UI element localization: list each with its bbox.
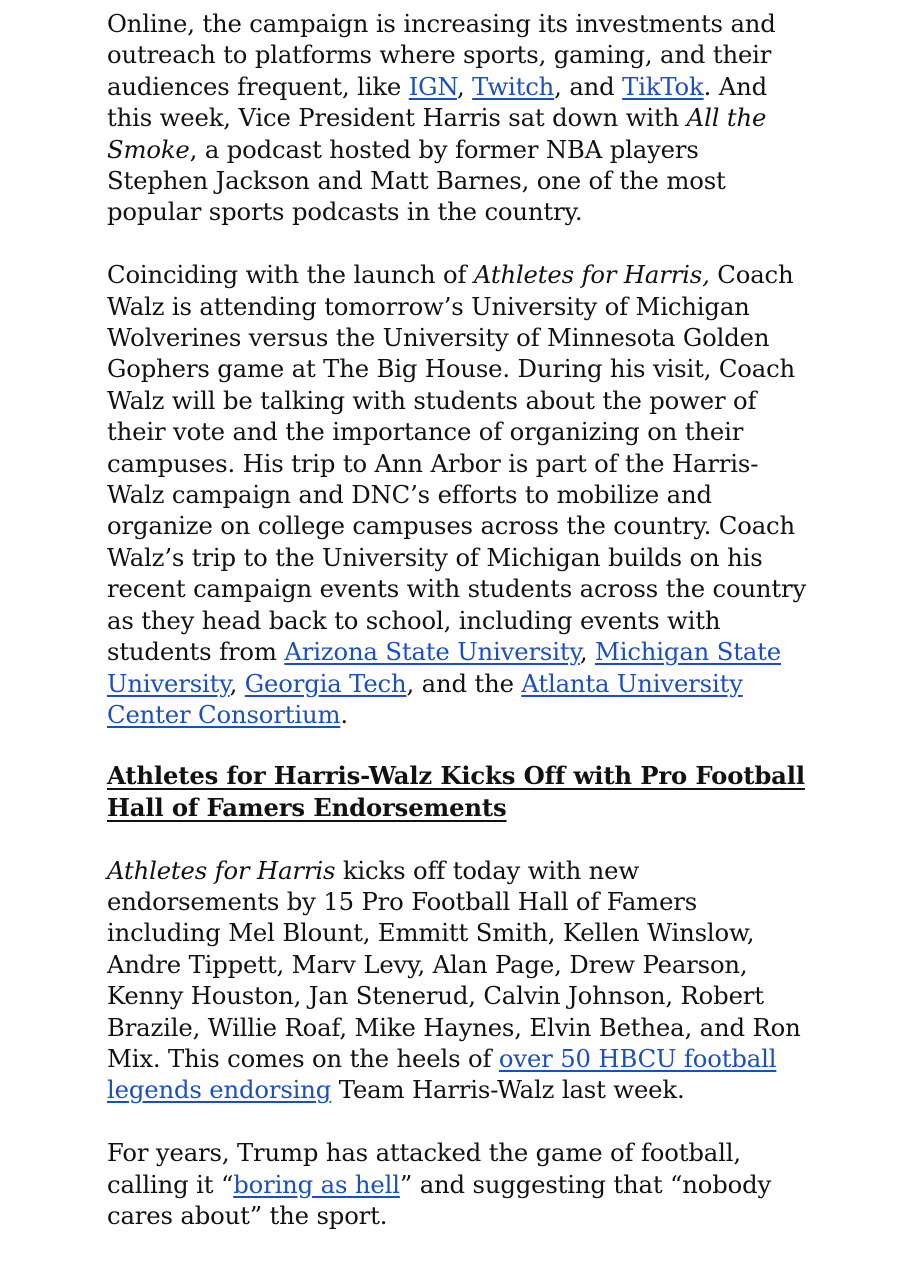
- link-hbcu-endorsements[interactable]: over 50 HBCU football legends endorsing: [107, 1043, 777, 1105]
- paragraph-hall-of-famers: [107, 855, 807, 1106]
- link-boring-as-hell[interactable]: boring as hell: [233, 1169, 400, 1199]
- podcast-title: All the Smoke: [107, 103, 767, 164]
- link-georgia-tech[interactable]: Georgia Tech: [244, 668, 407, 698]
- paragraph-online-outreach: [107, 8, 807, 228]
- text: ” and suggesting that “nobody cares about” the sport.: [107, 1169, 772, 1230]
- text: Online, the campaign is increasing its investments and outreach to platforms where sports, gaming, and their audiences frequent, like: [107, 9, 776, 101]
- text: , and: [554, 71, 623, 101]
- text: Coach Walz is attending tomorrow’s University of Michigan Wolverines versus the University of Minnesota Golden Gophers game at The Big House. During his visit, Coach Walz will be talking with students about the power of their vote and the importance of organizing on their campuses. His trip to Ann Arbor is part of the Harris-Walz campaign and DNC’s efforts to mobilize and organize on college campuses across the country. Coach Walz’s trip to the University of Michigan builds on his recent campaign events with students across the country as they head back to school, including events with students from: [107, 260, 807, 667]
- link-twitch[interactable]: Twitch: [472, 71, 555, 101]
- link-arizona-state-university[interactable]: Arizona State University: [284, 637, 580, 667]
- athletes-for-harris-italic: Athletes for Harris: [107, 855, 336, 885]
- text: Coinciding with the launch of: [107, 260, 474, 290]
- text: ,: [456, 71, 473, 101]
- paragraph-trump-football: [107, 1137, 807, 1231]
- text: . And this week, Vice President Harris sat down with: [107, 71, 768, 133]
- text: For years, Trump has attacked the game of football, calling it “: [107, 1138, 741, 1199]
- article-body: [107, 8, 807, 1263]
- paragraph-coach-walz-visit: [107, 259, 807, 730]
- link-atlanta-university-center-consortium[interactable]: Atlanta University Center Consortium: [107, 668, 743, 729]
- section-heading: Athletes for Harris-Walz Kicks Off with Pro Football Hall of Famers Endorsements: [107, 761, 805, 822]
- text: , and the: [406, 668, 522, 698]
- text: kicks off today with new endorsements by 15 Pro Football Hall of Famers including Mel Blount, Emmitt Smith, Kellen Winslow, Andre Tippett, Marv Levy, Alan Page, Drew Pearson, Kenny Houston, Jan Stenerud, Calvin Johnson, Robert Brazile, Willie Roaf, Mike Haynes, Elvin Bethea, and Ron Mix. This comes on the heels of: [107, 855, 801, 1073]
- link-tiktok[interactable]: TikTok: [622, 71, 704, 101]
- link-michigan-state-university[interactable]: Michigan State University: [107, 637, 782, 698]
- text: Team Harris-Walz last week.: [331, 1075, 685, 1105]
- text: ,: [229, 668, 245, 698]
- athletes-for-harris-italic: Athletes for Harris,: [473, 260, 710, 290]
- text: .: [340, 699, 348, 729]
- text: , a podcast hosted by former NBA players Stephen Jackson and Matt Barnes, one of the most popular sports podcasts in the country.: [107, 134, 726, 227]
- text: ,: [579, 637, 595, 667]
- link-ign[interactable]: IGN: [408, 71, 457, 101]
